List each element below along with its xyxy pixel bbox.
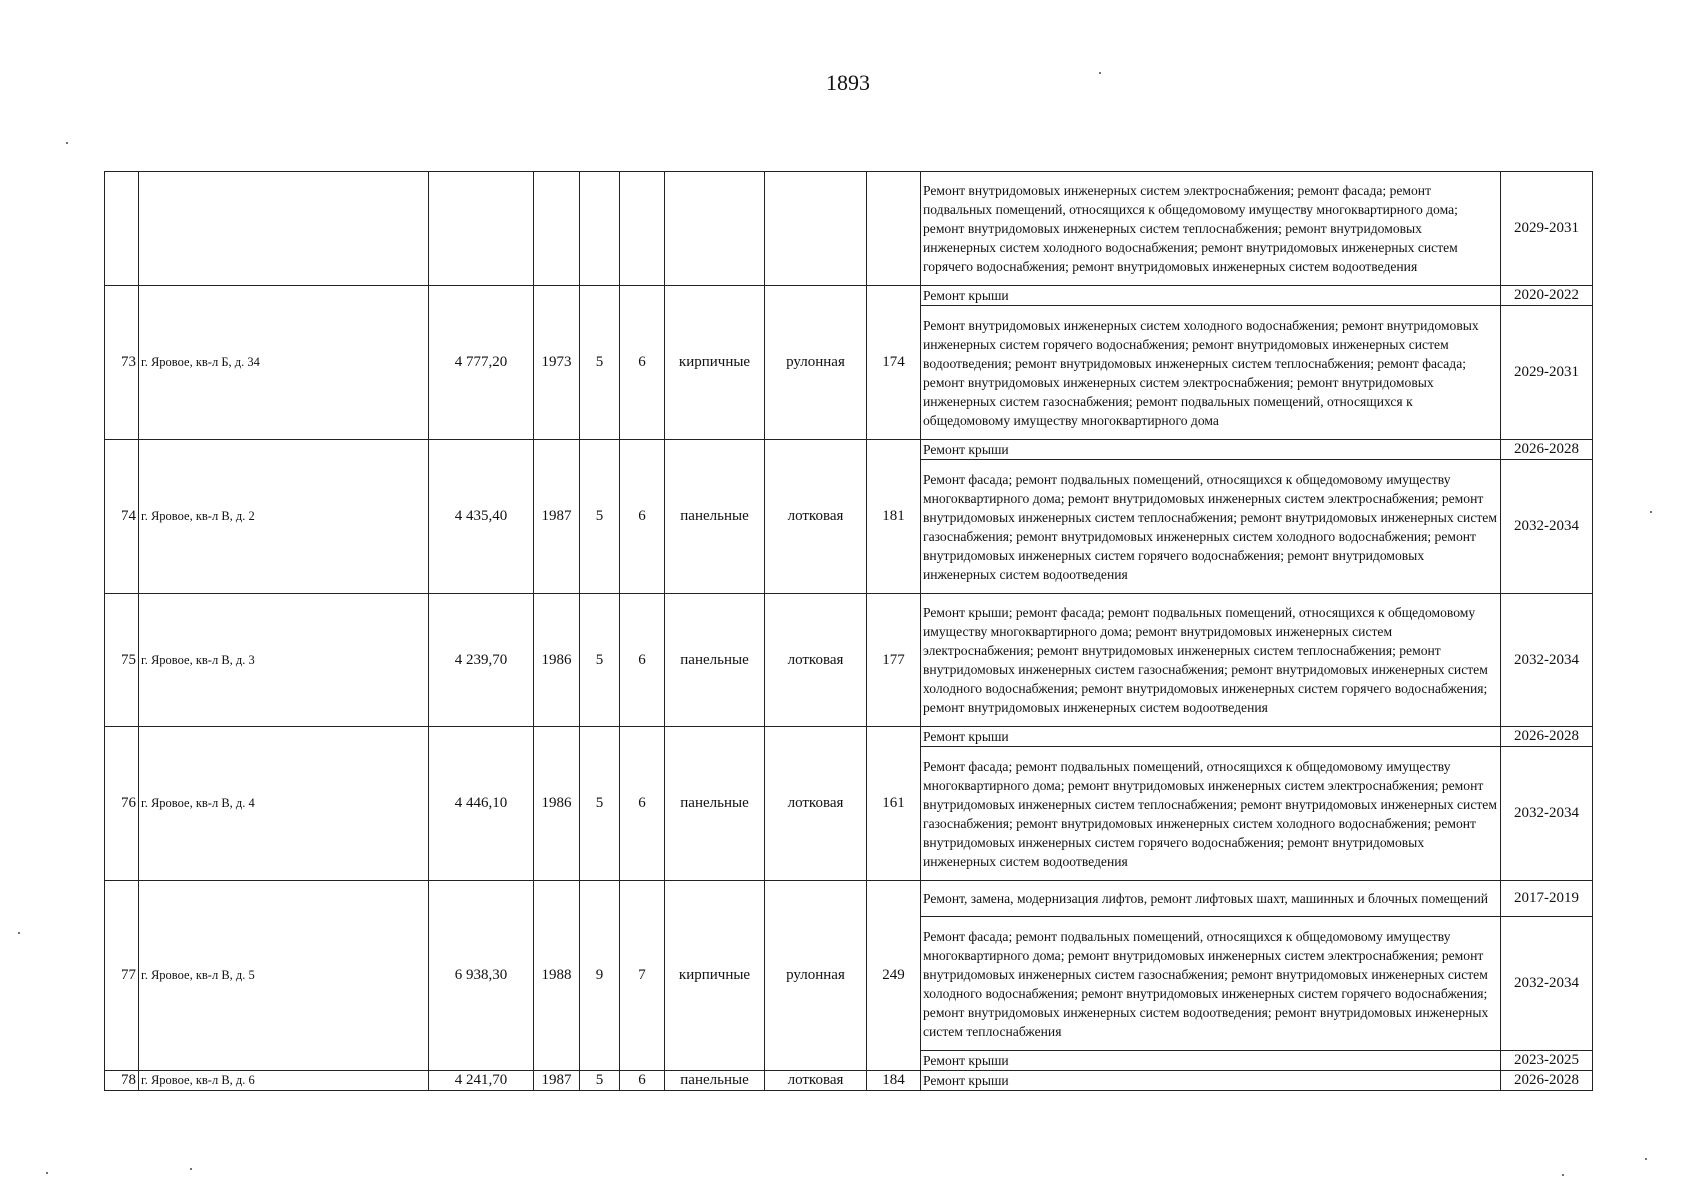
scan-speck: [1562, 1174, 1564, 1176]
scan-speck: [1650, 511, 1652, 513]
total-area: [429, 172, 534, 286]
row-number: 76: [105, 727, 139, 881]
scan-speck: [1099, 72, 1101, 74]
scan-speck: [1645, 1158, 1647, 1160]
page-number: 1893: [826, 70, 870, 95]
repair-works: Ремонт внутридомовых инженерных систем электроснабжения; ремонт фасада; ремонт подвальных помещений, относящихся к общедомовому имуществу многоквартирного дома; ремонт внутридомовых инженерных систем теплоснабжения; ремонт внутридомовых инженерных систем холодного водоснабжения; ремонт внутридомовых инженерных систем горячего водоснабжения; ремонт внутридомовых инженерных систем водоотведения: [921, 172, 1501, 286]
repair-works: Ремонт крыши: [921, 286, 1501, 306]
entrance-count: 7: [620, 881, 665, 1071]
repair-period: 2026-2028: [1501, 727, 1593, 747]
resident-count: 249: [867, 881, 921, 1071]
building-address: [139, 172, 429, 286]
floor-count: [580, 172, 620, 286]
construction-year: 1973: [534, 286, 580, 440]
table-row: [105, 1071, 1593, 1091]
building-address: г. Яровое, кв-л Б, д. 34: [139, 286, 429, 440]
resident-count: [867, 172, 921, 286]
construction-year: [534, 172, 580, 286]
wall-material: панельные: [665, 440, 765, 594]
floor-count: 5: [580, 594, 620, 727]
construction-year: 1986: [534, 594, 580, 727]
repair-period: 2020-2022: [1501, 286, 1593, 306]
building-address: г. Яровое, кв-л В, д. 6: [139, 1071, 429, 1091]
scan-speck: [66, 142, 68, 144]
row-number: 74: [105, 440, 139, 594]
resident-count: 161: [867, 727, 921, 881]
repair-period: 2032-2034: [1501, 917, 1593, 1051]
roof-type: лотковая: [765, 440, 867, 594]
total-area: 6 938,30: [429, 881, 534, 1071]
building-address: г. Яровое, кв-л В, д. 4: [139, 727, 429, 881]
total-area: 4 239,70: [429, 594, 534, 727]
repair-works: Ремонт крыши: [921, 1051, 1501, 1071]
table-row: [105, 594, 1593, 727]
repair-works: Ремонт крыши: [921, 1071, 1501, 1091]
building-address: г. Яровое, кв-л В, д. 2: [139, 440, 429, 594]
repair-period: 2029-2031: [1501, 306, 1593, 440]
roof-type: [765, 172, 867, 286]
repair-works: Ремонт крыши: [921, 440, 1501, 460]
row-number: 73: [105, 286, 139, 440]
roof-type: лотковая: [765, 727, 867, 881]
construction-year: 1986: [534, 727, 580, 881]
table-row: [105, 286, 1593, 306]
row-number: 75: [105, 594, 139, 727]
roof-type: лотковая: [765, 594, 867, 727]
floor-count: 5: [580, 727, 620, 881]
table-row: [105, 440, 1593, 460]
repair-period: 2026-2028: [1501, 1071, 1593, 1091]
entrance-count: 6: [620, 440, 665, 594]
resident-count: 184: [867, 1071, 921, 1091]
repair-works: Ремонт фасада; ремонт подвальных помещений, относящихся к общедомовому имуществу многоквартирного дома; ремонт внутридомовых инженерных систем электроснабжения; ремонт внутридомовых инженерных систем теплоснабжения; ремонт внутридомовых инженерных систем газоснабжения; ремонт внутридомовых инженерных систем холодного водоснабжения; ремонт внутридомовых инженерных систем горячего водоснабжения; ремонт внутридомовых инженерных систем водоотведения: [921, 747, 1501, 881]
wall-material: панельные: [665, 727, 765, 881]
repair-works: Ремонт, замена, модернизация лифтов, ремонт лифтовых шахт, машинных и блочных помещений: [921, 881, 1501, 917]
building-address: г. Яровое, кв-л В, д. 5: [139, 881, 429, 1071]
scan-speck: [18, 932, 20, 934]
entrance-count: [620, 172, 665, 286]
resident-count: 174: [867, 286, 921, 440]
scan-speck: [46, 1172, 48, 1174]
roof-type: лотковая: [765, 1071, 867, 1091]
repair-period: 2032-2034: [1501, 594, 1593, 727]
wall-material: [665, 172, 765, 286]
wall-material: кирпичные: [665, 286, 765, 440]
entrance-count: 6: [620, 594, 665, 727]
construction-year: 1987: [534, 440, 580, 594]
table-row: [105, 727, 1593, 747]
wall-material: кирпичные: [665, 881, 765, 1071]
roof-type: рулонная: [765, 881, 867, 1071]
resident-count: 181: [867, 440, 921, 594]
repair-period: 2032-2034: [1501, 460, 1593, 594]
entrance-count: 6: [620, 286, 665, 440]
housing-repair-table: [104, 171, 1593, 1091]
row-number: [105, 172, 139, 286]
repair-works: Ремонт фасада; ремонт подвальных помещений, относящихся к общедомовому имуществу многоквартирного дома; ремонт внутридомовых инженерных систем электроснабжения; ремонт внутридомовых инженерных систем теплоснабжения; ремонт внутридомовых инженерных систем газоснабжения; ремонт внутридомовых инженерных систем холодного водоснабжения; ремонт внутридомовых инженерных систем горячего водоснабжения; ремонт внутридомовых инженерных систем водоотведения: [921, 460, 1501, 594]
repair-period: 2023-2025: [1501, 1051, 1593, 1071]
roof-type: рулонная: [765, 286, 867, 440]
scan-speck: [190, 1168, 192, 1170]
repair-period: 2032-2034: [1501, 747, 1593, 881]
repair-works: Ремонт крыши: [921, 727, 1501, 747]
repair-period: 2029-2031: [1501, 172, 1593, 286]
floor-count: 5: [580, 1071, 620, 1091]
entrance-count: 6: [620, 727, 665, 881]
repair-works: Ремонт крыши; ремонт фасада; ремонт подвальных помещений, относящихся к общедомовому имуществу многоквартирного дома; ремонт внутридомовых инженерных систем электроснабжения; ремонт внутридомовых инженерных систем теплоснабжения; ремонт внутридомовых инженерных систем газоснабжения; ремонт внутридомовых инженерных систем холодного водоснабжения; ремонт внутридомовых инженерных систем горячего водоснабжения; ремонт внутридомовых инженерных систем водоотведения: [921, 594, 1501, 727]
repair-period: 2017-2019: [1501, 881, 1593, 917]
construction-year: 1987: [534, 1071, 580, 1091]
floor-count: 5: [580, 440, 620, 594]
total-area: 4 777,20: [429, 286, 534, 440]
total-area: 4 446,10: [429, 727, 534, 881]
construction-year: 1988: [534, 881, 580, 1071]
building-address: г. Яровое, кв-л В, д. 3: [139, 594, 429, 727]
total-area: 4 435,40: [429, 440, 534, 594]
row-number: 77: [105, 881, 139, 1071]
entrance-count: 6: [620, 1071, 665, 1091]
row-number: 78: [105, 1071, 139, 1091]
floor-count: 5: [580, 286, 620, 440]
repair-works: Ремонт фасада; ремонт подвальных помещений, относящихся к общедомовому имуществу многоквартирного дома; ремонт внутридомовых инженерных систем электроснабжения; ремонт внутридомовых инженерных систем газоснабжения; ремонт внутридомовых инженерных систем холодного водоснабжения; ремонт внутридомовых инженерных систем горячего водоснабжения; ремонт внутридомовых инженерных систем водоотведения; ремонт внутридомовых инженерных систем теплоснабжения: [921, 917, 1501, 1051]
wall-material: панельные: [665, 594, 765, 727]
repair-works: Ремонт внутридомовых инженерных систем холодного водоснабжения; ремонт внутридомовых инженерных систем горячего водоснабжения; ремонт внутридомовых инженерных систем водоотведения; ремонт внутридомовых инженерных систем теплоснабжения; ремонт фасада; ремонт внутридомовых инженерных систем электроснабжения; ремонт внутридомовых инженерных систем газоснабжения; ремонт подвальных помещений, относящихся к общедомовому имуществу многоквартирного дома: [921, 306, 1501, 440]
repair-period: 2026-2028: [1501, 440, 1593, 460]
total-area: 4 241,70: [429, 1071, 534, 1091]
table-row: [105, 172, 1593, 286]
resident-count: 177: [867, 594, 921, 727]
floor-count: 9: [580, 881, 620, 1071]
wall-material: панельные: [665, 1071, 765, 1091]
table-row: [105, 881, 1593, 917]
table-body: [105, 172, 1593, 1091]
